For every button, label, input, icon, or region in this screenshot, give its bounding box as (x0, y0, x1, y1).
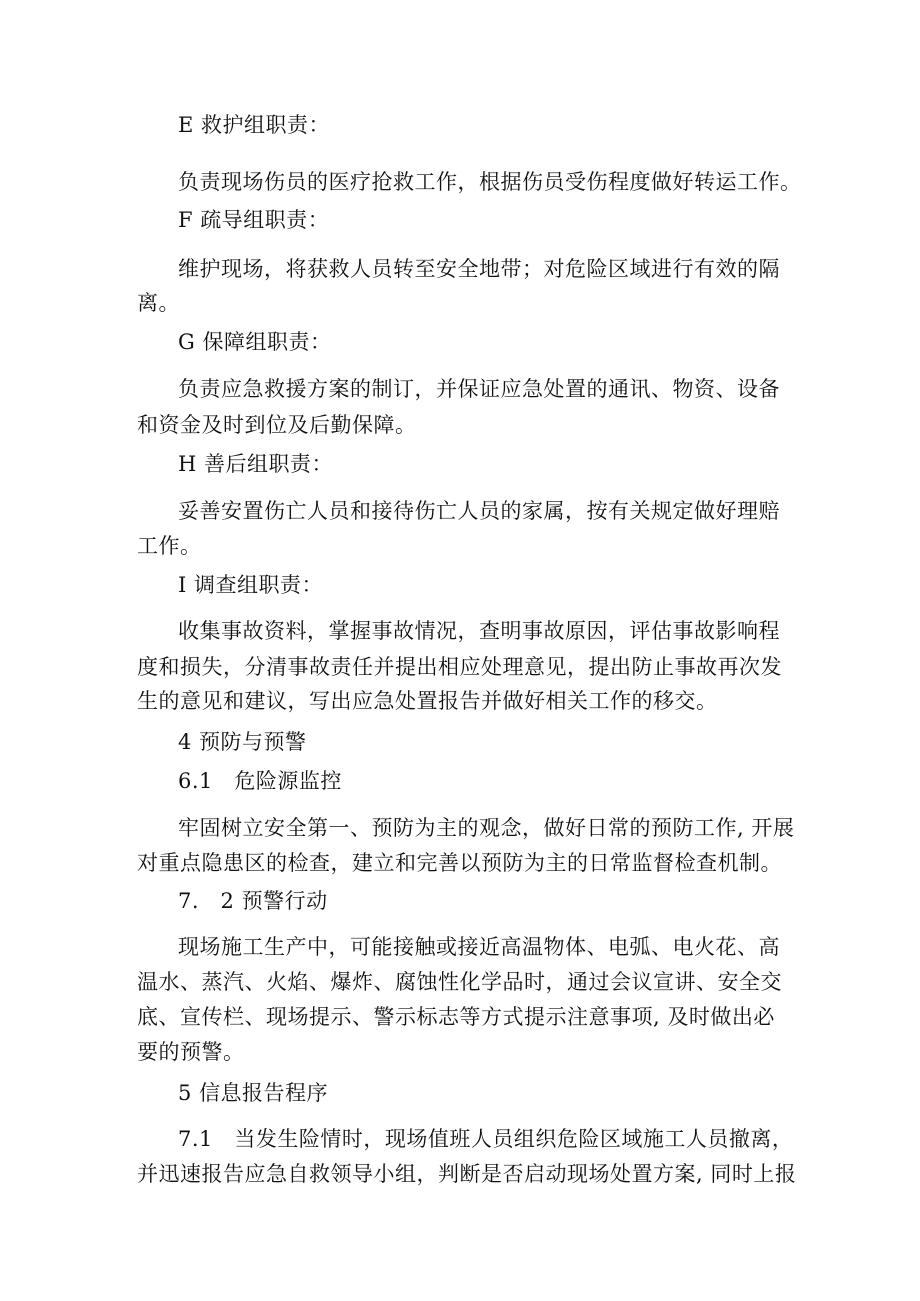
paragraph-line: 要的预警。 (137, 1040, 245, 1064)
paragraph-line: 7.1 当发生险情时，现场值班人员组织危险区域施工人员撤离， (178, 1127, 794, 1151)
section-heading: F 疏导组职责： (178, 208, 330, 232)
paragraph-line: 负责应急救援方案的制订，并保证应急处置的通讯、物资、设备 (178, 377, 780, 401)
paragraph-line: 底、宣传栏、现场提示、警示标志等方式提示注意事项, 及时做出必 (137, 1005, 775, 1029)
paragraph-line: 维护现场，将获救人员转至安全地带；对危险区域进行有效的隔 (178, 257, 780, 281)
paragraph-line: 生的意见和建议，写出应急处置报告并做好相关工作的移交。 (137, 689, 718, 713)
paragraph-line: 和资金及时到位及后勤保障。 (137, 413, 417, 437)
paragraph-line: 离。 (137, 291, 180, 315)
paragraph-line: 度和损失，分清事故责任并提出相应处理意见，提出防止事故再次发 (137, 655, 782, 679)
paragraph-line: 收集事故资料，掌握事故情况，查明事故原因，评估事故影响程 (178, 619, 780, 643)
section-heading: 6.1 危险源监控 (178, 769, 342, 793)
paragraph-line: 对重点隐患区的检查，建立和完善以预防为主的日常监督检查机制。 (137, 851, 782, 875)
section-heading: 7. 2 预警行动 (178, 889, 328, 913)
section-heading: 5 信息报告程序 (178, 1081, 329, 1105)
section-heading: G 保障组职责： (178, 330, 332, 354)
paragraph-line: 牢固树立安全第一、预防为主的观念，做好日常的预防工作, 开展 (178, 816, 795, 840)
paragraph-line: 温水、蒸汽、火焰、爆炸、腐蚀性化学品时，通过会议宣讲、安全交 (137, 970, 782, 994)
paragraph-line: 工作。 (137, 534, 202, 558)
paragraph-line: 妥善安置伤亡人员和接待伤亡人员的家属，按有关规定做好理赔 (178, 499, 780, 523)
section-heading: 4 预防与预警 (178, 730, 307, 754)
paragraph-line: 并迅速报告应急自救领导小组，判断是否启动现场处置方案, 同时上报 (137, 1162, 797, 1186)
paragraph-line: 负责现场伤员的医疗抢救工作，根据伤员受伤程度做好转运工作。 (178, 170, 802, 194)
section-heading: H 善后组职责： (178, 452, 333, 476)
paragraph-line: 现场施工生产中，可能接触或接近高温物体、电弧、电火花、高 (178, 935, 780, 959)
section-heading: E 救护组职责： (178, 113, 331, 137)
section-heading: I 调查组职责： (178, 573, 323, 597)
